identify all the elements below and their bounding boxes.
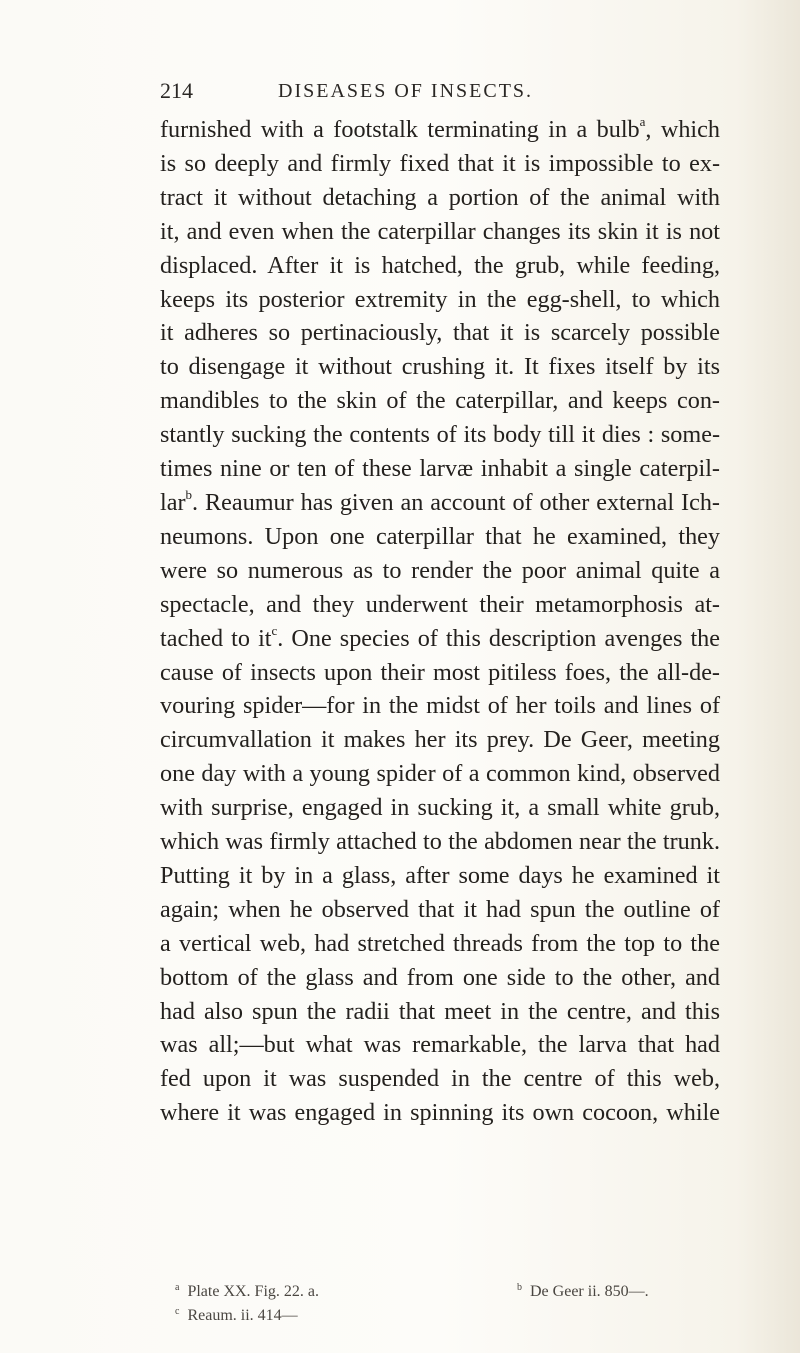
text-line: is so deeply and firmly fixed that it is impossible to ex- [160,149,720,177]
footnote-text: Reaum. ii. 414— [187,1307,298,1324]
text-line: to disengage it without crushing it. It fixes itself by its [160,353,720,381]
text-line: displaced. After it is hatched, the grub, while feeding, [160,251,720,279]
text-line: tract it without detaching a portion of the animal with [160,183,720,211]
text-line: cause of insects upon their most pitiless foes, the all-de- [160,658,720,686]
text-line: where it was engaged in spinning its own cocoon, while [160,1099,720,1127]
text-line: was all;—but what was remarkable, the larva that had [160,1031,720,1059]
text-line: it adheres so pertinaciously, that it is scarcely possible [160,319,720,347]
text-line: had also spun the radii that meet in the centre, and this [160,997,720,1025]
page-number: 214 [160,78,193,103]
text-line: furnished with a footstalk terminating in a bulb$^a$, which [160,114,720,143]
footnote-b [517,1280,649,1304]
text-line: again; when he observed that it had spun the outline of [160,895,720,923]
footnote-ref-c[interactable]: c [271,622,278,638]
footnote-a [175,1280,735,1304]
text-line: one day with a young spider of a common kind, observed [160,760,720,788]
text-line: with surprise, engaged in sucking it, a small white grub, [160,794,720,822]
text-line: vouring spider—for in the midst of her toils and lines of [160,692,720,720]
text-line: neumons. Upon one caterpillar that he examined, they [160,522,720,550]
text-line: spectacle, and they underwent their metamorphosis at- [160,590,720,618]
footnote-text: De Geer ii. 850—. [530,1283,649,1300]
footnote-ref-a[interactable]: a [639,114,646,129]
footnote-c [175,1304,735,1328]
text-line: Putting it by in a glass, after some days he examined it [160,861,720,889]
text-line: tached to $it^c$. One species of this description avenges the [160,622,720,652]
text-line: a vertical web, had stretched threads from the top to the [160,929,720,957]
footnote-mark: c [175,1306,180,1317]
text-line: it, and even when the caterpillar changes its skin it is not [160,217,720,245]
footnote-text: Plate XX. Fig. 22. a. [187,1283,319,1300]
footnotes [175,1280,735,1328]
text-line: which was firmly attached to the abdomen near the trunk. [160,828,720,856]
running-head-title: DISEASES OF INSECTS. [278,80,534,102]
text-line: times nine or ten of these larvæ inhabit a single caterpil- [160,455,720,483]
text-line: stantly sucking the contents of its body till it dies : some- [160,421,720,449]
footnote-mark: b [517,1282,522,1293]
text-line: circumvallation it makes her its prey. De Geer, meeting [160,726,720,754]
text-line: mandibles to the skin of the caterpillar, and keeps con- [160,387,720,415]
text-line: lar$^b$. Reaumur has given an account of other external Ich- [160,486,720,516]
footnote-mark: a [175,1282,180,1293]
footnote-ref-b[interactable]: b [185,486,193,502]
text-line: bottom of the glass and from one side to the other, and [160,963,720,991]
text-line: were so numerous as to render the poor animal quite a [160,556,720,584]
text-line: fed upon it was suspended in the centre of this web, [160,1065,720,1093]
text-line: keeps its posterior extremity in the egg-shell, to which [160,285,720,313]
body-text [160,113,720,1130]
